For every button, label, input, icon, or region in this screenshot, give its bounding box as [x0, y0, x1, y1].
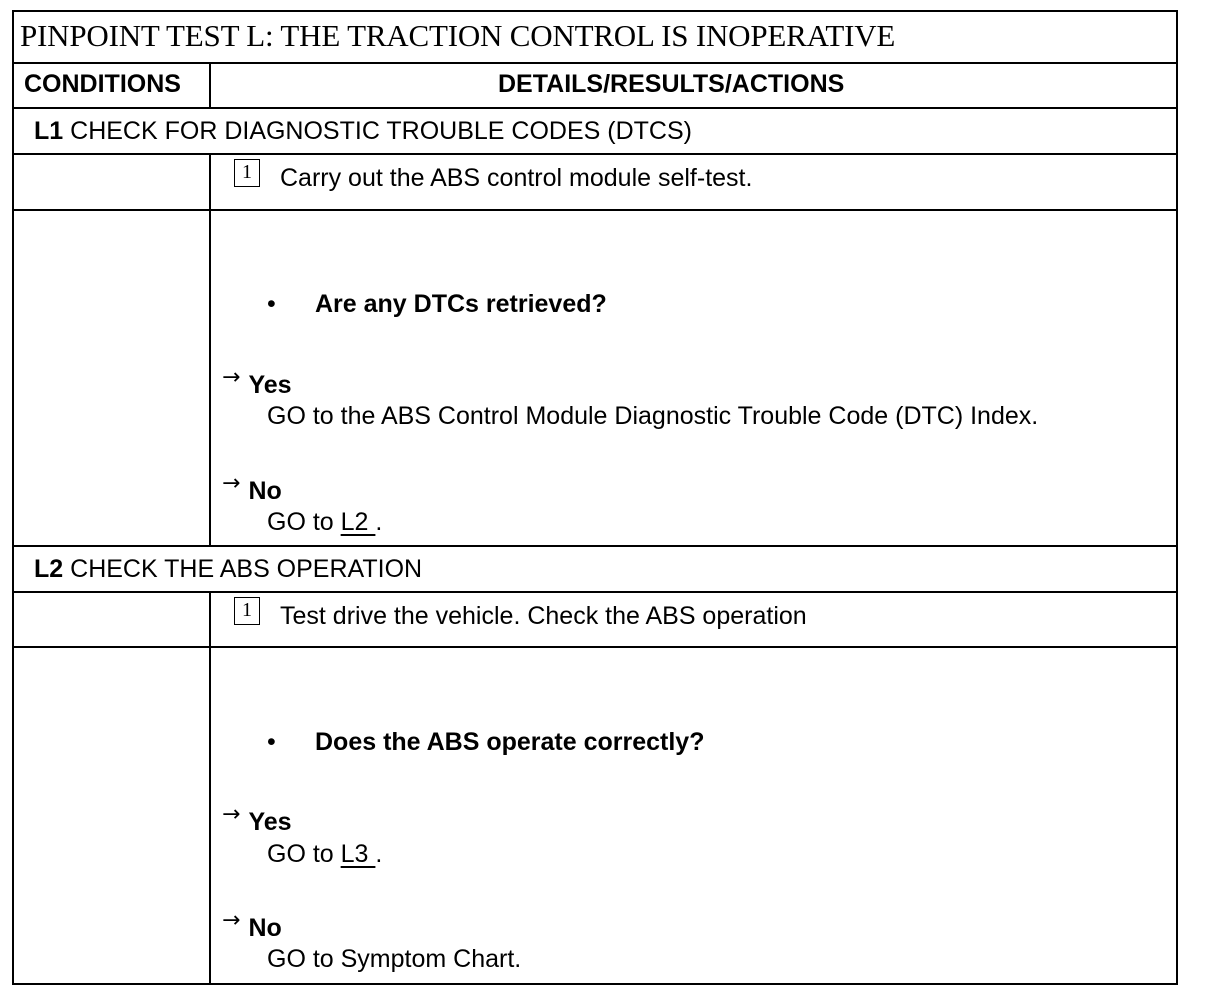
answer-label: Yes — [248, 808, 292, 836]
table-border-right — [1176, 10, 1178, 985]
header-details: DETAILS/RESULTS/ACTIONS — [498, 70, 845, 98]
section-heading-l2 — [34, 555, 422, 584]
table-border-bottom — [12, 983, 1178, 985]
link-l3[interactable]: L3 — [340, 840, 376, 868]
step-number-box: 1 — [234, 159, 260, 187]
divider-header — [12, 107, 1178, 109]
section-id: L2 — [34, 555, 64, 583]
bullet-icon: • — [267, 728, 276, 756]
question-l2 — [267, 728, 704, 757]
step-text: Test drive the vehicle. Check the ABS operation — [280, 602, 807, 630]
section-heading-l1 — [34, 117, 692, 146]
answer-no-text-l2: GO to Symptom Chart. — [267, 945, 522, 973]
answer-no-l1 — [222, 471, 282, 506]
answer-label: Yes — [248, 371, 292, 399]
section-id: L1 — [34, 117, 64, 145]
answer-yes-text-l1: GO to the ABS Control Module Diagnostic Trouble Code (DTC) Index. — [267, 402, 1039, 430]
answer-suffix: . — [375, 840, 383, 868]
arrow-right-icon: → — [222, 802, 241, 827]
arrow-right-icon: → — [222, 365, 241, 390]
answer-yes-l2 — [222, 802, 292, 837]
answer-yes-text-l2 — [267, 840, 382, 869]
link-l2[interactable]: L2 — [340, 508, 376, 536]
step-l2 — [234, 598, 807, 631]
arrow-right-icon: → — [222, 908, 241, 933]
divider-title — [12, 62, 1178, 64]
divider-l2-step — [12, 646, 1178, 648]
step-text: Carry out the ABS control module self-test. — [280, 164, 753, 192]
divider-l1-heading — [12, 153, 1178, 155]
answer-label: No — [248, 914, 282, 942]
divider-l2-heading — [12, 591, 1178, 593]
question-text: Are any DTCs retrieved? — [315, 290, 607, 318]
page-title: PINPOINT TEST L: THE TRACTION CONTROL IS INOPERATIVE — [20, 18, 896, 53]
answer-prefix: GO to — [267, 508, 341, 536]
step-number-box: 1 — [234, 597, 260, 625]
answer-label: No — [248, 477, 282, 505]
section-title: CHECK THE ABS OPERATION — [70, 555, 423, 583]
answer-prefix: GO to — [267, 840, 341, 868]
column-divider-header — [209, 62, 211, 107]
answer-yes-l1 — [222, 365, 292, 400]
table-border-left — [12, 10, 14, 985]
question-l1 — [267, 290, 607, 319]
step-l1 — [234, 160, 753, 193]
section-title: CHECK FOR DIAGNOSTIC TROUBLE CODES (DTCS) — [70, 117, 692, 145]
column-divider-l1 — [209, 153, 211, 545]
table-border-top — [12, 10, 1178, 12]
question-text: Does the ABS operate correctly? — [315, 728, 705, 756]
answer-no-l2 — [222, 908, 282, 943]
bullet-icon: • — [267, 290, 276, 318]
answer-suffix: . — [375, 508, 383, 536]
divider-l1-results — [12, 545, 1178, 547]
divider-l1-step — [12, 209, 1178, 211]
answer-no-text-l1 — [267, 508, 382, 537]
header-conditions: CONDITIONS — [24, 70, 181, 98]
column-divider-l2 — [209, 591, 211, 983]
arrow-right-icon: → — [222, 471, 241, 496]
